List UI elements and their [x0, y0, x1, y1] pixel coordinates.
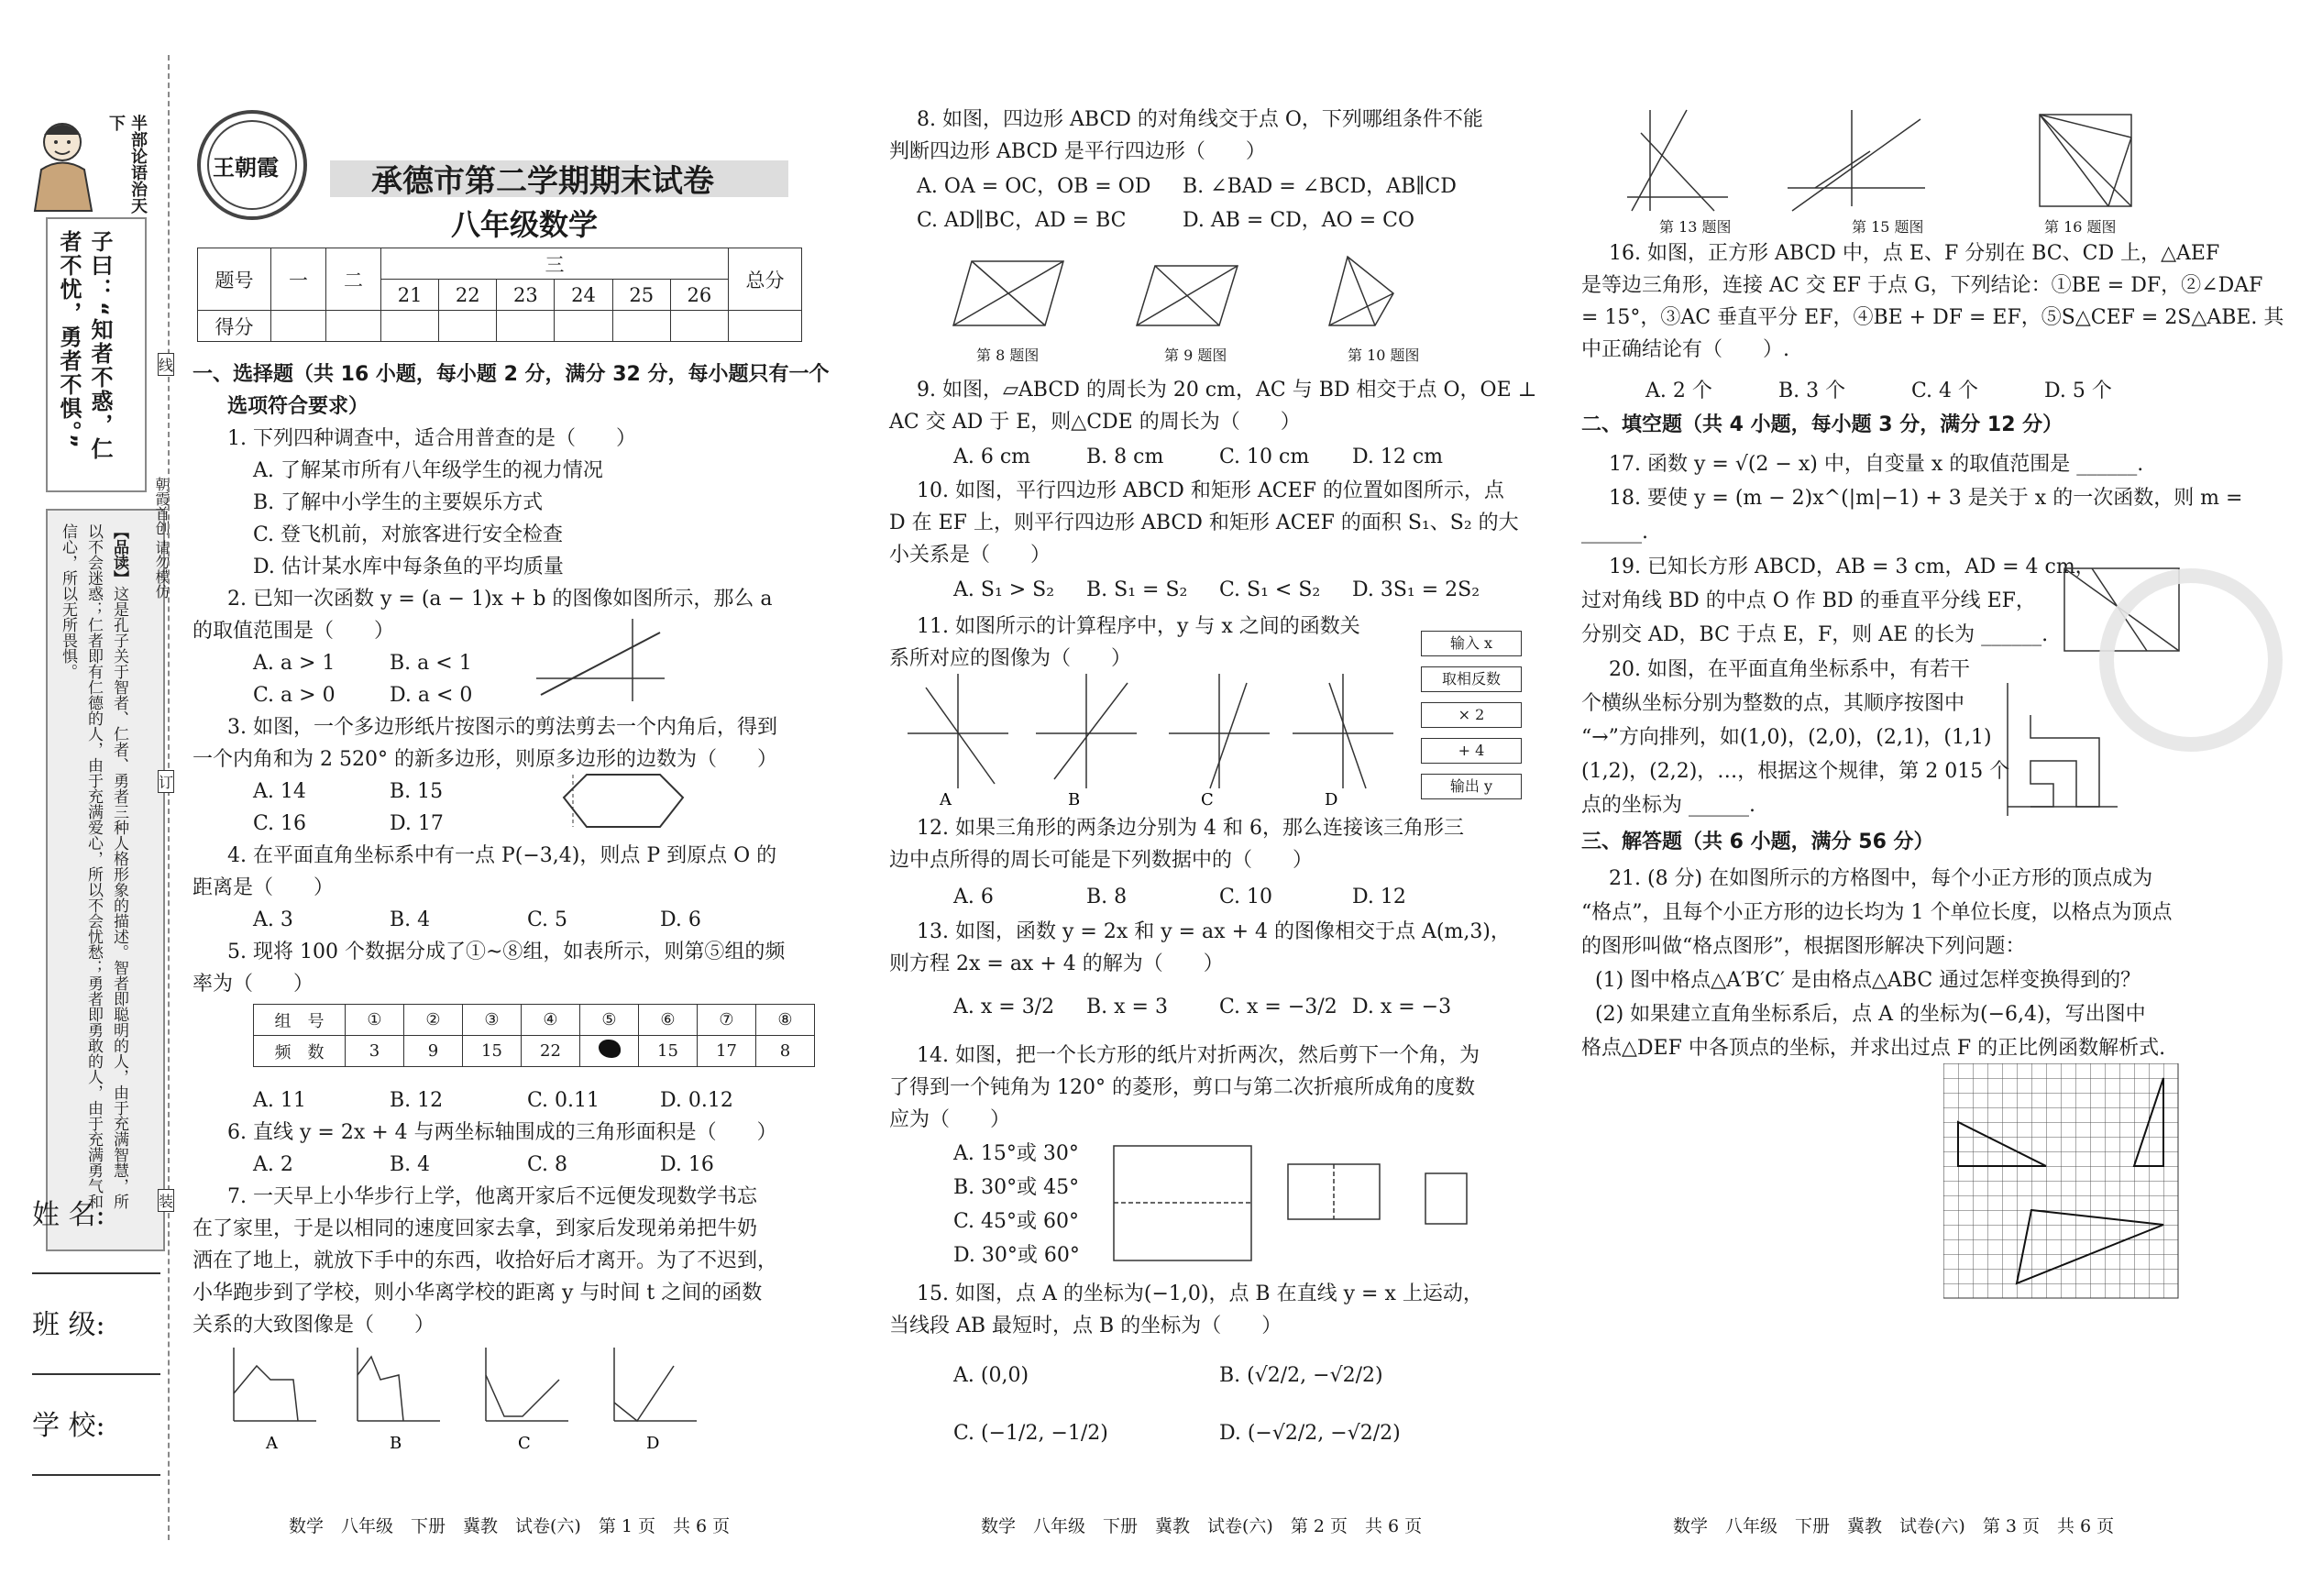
q14-option-b: B. 30°或 45°: [953, 1176, 1080, 1199]
q2-option-a: A. a > 1: [253, 652, 336, 675]
q19-text-3: 分别交 AD，BC 于点 E，F，则 AE 的长为 ______.: [1581, 623, 2049, 646]
name-label: 姓 名:: [32, 1199, 105, 1231]
q16-option-b: B. 3 个: [1778, 380, 1846, 402]
q6-option-c: C. 8: [527, 1153, 568, 1176]
q12-option-a: A. 6: [953, 886, 994, 908]
q19-text: 19. 已知长方形 ABCD，AB = 3 cm，AD = 4 cm，: [1609, 556, 2096, 578]
q14-text: 14. 如图，把一个长方形的纸片对折两次，然后剪下一个角，为: [917, 1044, 1480, 1067]
q3-option-b: B. 15: [390, 780, 444, 803]
section-2-heading: 二、填空题（共 4 小题，每小题 3 分，满分 12 分）: [1581, 413, 2063, 436]
school-label: 学 校:: [32, 1410, 105, 1442]
graph-label-b: B: [390, 1434, 402, 1453]
q16-text-3: = 15°，③AC 垂直平分 EF，④BE + DF = EF，⑤S△CEF = 2S△ABE. 其: [1581, 306, 2284, 329]
q8-option-b: B. ∠BAD = ∠BCD，AB∥CD: [1183, 175, 1457, 198]
q6-option-d: D. 16: [660, 1153, 714, 1176]
q16-text: 16. 如图，正方形 ABCD 中，点 E、F 分别在 BC、CD 上，△AEF: [1609, 242, 2220, 265]
q5-option-a: A. 11: [253, 1089, 306, 1112]
q21-part-3: 格点△DEF 中各顶点的坐标，并求出过点 F 的正比例函数解析式.: [1581, 1037, 2166, 1060]
q14-option-d: D. 30°或 60°: [953, 1244, 1080, 1267]
score-q25: 25: [612, 280, 670, 311]
q3-text-2: 一个内角和为 2 520° 的新多边形，则原多边形的边数为（ ）: [193, 748, 777, 771]
table-cell: 频 数: [254, 1036, 346, 1067]
graph-label-a: A: [940, 790, 952, 807]
q14-folding-figure: [1109, 1141, 1494, 1265]
q14-option-c: C. 45°或 60°: [953, 1210, 1080, 1233]
q9-text-2: AC 交 AD 于 E，则△CDE 的周长为（ ）: [889, 411, 1301, 434]
q8-text-2: 判断四边形 ABCD 是平行四边形（ ）: [889, 140, 1266, 163]
q5-text: 5. 现将 100 个数据分成了①~⑧组，如表所示，则第⑤组的频: [227, 941, 786, 963]
score-cell[interactable]: [326, 311, 381, 342]
q6-option-a: A. 2: [253, 1153, 293, 1176]
fold-mark-3: 装: [158, 1189, 174, 1212]
table-cell: 15: [639, 1036, 698, 1067]
q21-part-2: (2) 如果建立直角坐标系后，点 A 的坐标为(−6,4)，写出图中: [1595, 1003, 2146, 1026]
q13-option-c: C. x = −3/2: [1219, 996, 1337, 1018]
q21-grid-figure: [1943, 1063, 2182, 1302]
q9-option-d: D. 12 cm: [1352, 446, 1444, 468]
q10-option-c: C. S₁ < S₂: [1219, 578, 1321, 601]
page-1: [193, 0, 830, 1596]
q12-option-c: C. 10: [1219, 886, 1273, 908]
q11-graphs: [908, 669, 1393, 807]
q16-option-a: A. 2 个: [1645, 380, 1712, 402]
q3-option-a: A. 14: [253, 780, 306, 803]
q4-option-b: B. 4: [390, 908, 431, 931]
q2-option-d: D. a < 0: [390, 684, 473, 707]
logo: [193, 105, 312, 225]
q18-text-2: ______.: [1581, 521, 1648, 544]
score-cell[interactable]: [555, 311, 612, 342]
score-header-label: 题号: [198, 248, 271, 311]
q4-text: 4. 在平面直角坐标系中有一点 P(−3,4)，则点 P 到原点 O 的: [227, 844, 777, 867]
table-cell: ⑤: [580, 1005, 639, 1036]
q3-option-c: C. 16: [253, 812, 307, 835]
q13-text-2: 则方程 2x = ax + 4 的解为（ ）: [889, 952, 1224, 975]
q10-option-a: A. S₁ > S₂: [953, 578, 1055, 601]
page-title: 承德市第二学期期末试卷: [371, 163, 714, 200]
q21-part-1: (1) 图中格点△A′B′C′ 是由格点△ABC 通过怎样变换得到的？: [1595, 969, 2141, 992]
q19-text-2: 过对角线 BD 的中点 O 作 BD 的垂直平分线 EF，: [1581, 589, 2036, 612]
fig9-caption: 第 9 题图: [1164, 347, 1227, 364]
score-header-3: 三: [381, 248, 729, 280]
q7-text-3: 洒在了地上，就放下手中的东西，收拾好后才离开。为了不迟到，: [193, 1249, 778, 1272]
flow-output: 输出 y: [1421, 774, 1522, 799]
q15-text-2: 当线段 AB 最短时，点 B 的坐标为（ ）: [889, 1315, 1282, 1337]
q20-text-3: “→”方向排列，如(1,0)，(2,0)，(2,1)，(1,1): [1581, 726, 1992, 749]
q10-option-d: D. 3S₁ = 2S₂: [1352, 578, 1480, 601]
q3-polygon-figure: [559, 770, 688, 834]
reading-box: [46, 509, 165, 1251]
q2-text: 2. 已知一次函数 y = (a − 1)x + b 的图像如图所示，那么 a: [227, 588, 773, 611]
q13-option-d: D. x = −3: [1352, 996, 1452, 1018]
footer-page-1: 数学 八年级 下册 冀教 试卷(六) 第 1 页 共 6 页: [289, 1516, 731, 1536]
graph-label-d: D: [1325, 790, 1338, 807]
score-cell[interactable]: [439, 311, 497, 342]
q5-option-d: D. 0.12: [660, 1089, 733, 1112]
score-q21: 21: [381, 280, 439, 311]
q5-text-2: 率为（ ）: [193, 973, 314, 996]
q13-text: 13. 如图，函数 y = 2x 和 y = ax + 4 的图像相交于点 A(m,3)，: [917, 920, 1511, 943]
q4-option-a: A. 3: [253, 908, 293, 931]
section-1-heading-2: 选项符合要求）: [227, 395, 369, 418]
q9-option-a: A. 6 cm: [953, 446, 1031, 468]
table-cell: ⑥: [639, 1005, 698, 1036]
q4-option-c: C. 5: [527, 908, 568, 931]
score-cell[interactable]: [612, 311, 670, 342]
q8-option-c: C. AD∥BC，AD = BC: [917, 209, 1127, 232]
school-field[interactable]: [32, 1448, 160, 1476]
score-cell[interactable]: [670, 311, 728, 342]
q2-graph: [532, 614, 669, 706]
q11-text: 11. 如图所示的计算程序中，y 与 x 之间的函数关: [917, 615, 1360, 638]
q16-text-2: 是等边三角形，连接 AC 交 EF 于点 G，下列结论：①BE = DF，②∠DAF: [1581, 274, 2263, 297]
q21-text-3: 的图形叫做“格点图形”，根据图形解决下列问题：: [1581, 935, 2026, 958]
q6-option-b: B. 4: [390, 1153, 431, 1176]
q20-text: 20. 如图，在平面直角坐标系中，有若干: [1609, 658, 1970, 681]
score-q24: 24: [555, 280, 612, 311]
q20-lattice-figure: [1998, 678, 2127, 825]
confucius-portrait: [28, 115, 101, 215]
logo-text: 王朝霞: [213, 155, 279, 181]
q3-text: 3. 如图，一个多边形纸片按图示的剪法剪去一个内角后，得到: [227, 716, 777, 739]
q5-option-c: C. 0.11: [527, 1089, 600, 1112]
footer-page-2: 数学 八年级 下册 冀教 试卷(六) 第 2 页 共 6 页: [981, 1516, 1423, 1536]
student-info: [32, 1192, 160, 1476]
q2-option-b: B. a < 1: [390, 652, 472, 675]
fig10-caption: 第 10 题图: [1348, 347, 1420, 364]
score-table: [197, 248, 802, 342]
q13-option-a: A. x = 3/2: [953, 996, 1055, 1018]
q8-text: 8. 如图，四边形 ABCD 的对角线交于点 O，下列哪组条件不能: [917, 108, 1483, 131]
q1-option-a: A. 了解某市所有八年级学生的视力情况: [253, 459, 603, 482]
q7-text-5: 关系的大致图像是（ ）: [193, 1314, 435, 1337]
fig16-caption: 第 16 题图: [2044, 218, 2117, 236]
graph-label-b: B: [1068, 790, 1081, 807]
q21-text-2: “格点”，且每个小正方形的边长均为 1 个单位长度，以格点为顶点: [1581, 901, 2173, 924]
score-q22: 22: [439, 280, 497, 311]
q4-option-d: D. 6: [660, 908, 701, 931]
flow-negate: 取相反数: [1421, 666, 1522, 692]
section-1-heading: 一、选择题（共 16 小题，每小题 2 分，满分 32 分，每小题只有一个: [193, 363, 830, 386]
q1-option-c: C. 登飞机前，对旅客进行安全检查: [253, 523, 564, 546]
name-field[interactable]: [32, 1247, 160, 1274]
page-3: [1581, 0, 2284, 1596]
q9-text: 9. 如图，▱ABCD 的周长为 20 cm，AC 与 BD 相交于点 O，OE ⊥: [917, 379, 1537, 402]
score-q26: 26: [670, 280, 728, 311]
q1-option-d: D. 估计某水库中每条鱼的平均质量: [253, 556, 564, 578]
q7-text-4: 小华跑步到了学校，则小华离学校的距离 y 与时间 t 之间的函数: [193, 1282, 763, 1304]
q15-option-b: B. (√2/2, −√2/2): [1219, 1364, 1383, 1387]
q15-option-d: D. (−√2/2, −√2/2): [1219, 1422, 1401, 1445]
table-cell: 15: [463, 1036, 522, 1067]
table-cell: 3: [346, 1036, 404, 1067]
table-cell: 17: [698, 1036, 756, 1067]
q14-text-3: 应为（ ）: [889, 1108, 1011, 1131]
q12-option-d: D. 12: [1352, 886, 1406, 908]
q2-text-2: 的取值范围是（ ）: [193, 620, 395, 643]
page-subtitle: 八年级数学: [451, 207, 599, 242]
table-cell: ⑧: [756, 1005, 815, 1036]
q15-text: 15. 如图，点 A 的坐标为(−1,0)，点 B 在直线 y = x 上运动，: [917, 1282, 1483, 1305]
table-cell: ⑦: [698, 1005, 756, 1036]
q9-option-b: B. 8 cm: [1086, 446, 1164, 468]
q8-option-a: A. OA = OC，OB = OD: [917, 175, 1151, 198]
q9-option-c: C. 10 cm: [1219, 446, 1310, 468]
q20-text-4: (1,2)，(2,2)，…，根据这个规律，第 2 015 个: [1581, 760, 2010, 783]
class-label: 班 级:: [32, 1309, 105, 1341]
graph-label-c: C: [518, 1434, 531, 1453]
q14-option-a: A. 15°或 30°: [953, 1142, 1079, 1165]
flow-plus-4: + 4: [1421, 738, 1522, 764]
q10-text-2: D 在 EF 上，则平行四边形 ABCD 和矩形 ACEF 的面积 S₁、S₂ 的大: [889, 512, 1519, 534]
q13-option-b: B. x = 3: [1086, 996, 1168, 1018]
q7-text: 7. 一天早上小华步行上学，他离开家后不远便发现数学书忘: [227, 1185, 757, 1208]
q5-option-b: B. 12: [390, 1089, 444, 1112]
score-q23: 23: [497, 280, 555, 311]
flow-times-2: × 2: [1421, 702, 1522, 728]
fold-line: [168, 55, 170, 1540]
q17-text: 17. 函数 y = √(2 − x) 中，自变量 x 的取值范围是 ______.: [1609, 453, 2144, 476]
watermark-seal: [2099, 568, 2283, 752]
q4-text-2: 距离是（ ）: [193, 876, 335, 899]
fold-mark-2: 订: [158, 770, 174, 793]
q12-text: 12. 如果三角形的两条边分别为 4 和 6，那么连接该三角形三: [917, 817, 1464, 840]
footer-page-3: 数学 八年级 下册 冀教 试卷(六) 第 3 页 共 6 页: [1673, 1516, 2115, 1536]
page-2: [889, 0, 1537, 1596]
q18-text: 18. 要使 y = (m − 2)x^(|m|−1) + 3 是关于 x 的一次函数，则 m =: [1609, 487, 2243, 510]
graph-label-c: C: [1201, 790, 1214, 807]
score-cell[interactable]: [381, 311, 439, 342]
q16-option-c: C. 4 个: [1911, 380, 1979, 402]
q10-text: 10. 如图，平行四边形 ABCD 和矩形 ACEF 的位置如图所示，点: [917, 479, 1504, 502]
q15-option-a: A. (0,0): [953, 1364, 1029, 1387]
seal-text: 朝霞首创 请勿模仿: [153, 477, 171, 600]
fig8-caption: 第 8 题图: [976, 347, 1040, 364]
q11-text-2: 系所对应的图像为（ ）: [889, 647, 1132, 670]
q2-option-c: C. a > 0: [253, 684, 336, 707]
reading-text: 【品读】这是孔子关于智者、仁者、勇者三种人格形象的描述。智者即聪明的人，由于充满智慧，所以不会迷惑；仁者即有仁德的人，由于充满爱心，所以不会忧愁；勇者即勇敢的人，由于充满勇气和信心，所以无所畏惧。: [59, 523, 128, 1209]
table-cell: 9: [404, 1036, 463, 1067]
fig13-caption: 第 13 题图: [1659, 218, 1732, 236]
score-header-1: 一: [271, 248, 326, 311]
q7-graphs: [220, 1338, 733, 1458]
table-cell: 8: [756, 1036, 815, 1067]
q3-option-d: D. 17: [390, 812, 444, 835]
q12-option-b: B. 8: [1086, 886, 1128, 908]
graph-label-d: D: [646, 1434, 660, 1453]
ink-blot-cell: [580, 1036, 639, 1067]
q16-option-d: D. 5 个: [2044, 380, 2112, 402]
table-cell: ④: [522, 1005, 580, 1036]
q12-text-2: 边中点所得的周长可能是下列数据中的（ ）: [889, 849, 1314, 872]
score-header-2: 二: [326, 248, 381, 311]
graph-label-a: A: [266, 1434, 278, 1453]
table-cell: ③: [463, 1005, 522, 1036]
q1-text: 1. 下列四种调查中，适合用普查的是（ ）: [227, 427, 636, 450]
confucius-quote: 子曰：“知者不惑，仁者不忧，勇者不惧。”: [56, 230, 113, 461]
sidebar-top-phrase: 半部论语治天下: [106, 115, 148, 214]
table-cell: ①: [346, 1005, 404, 1036]
table-cell: 22: [522, 1036, 580, 1067]
section-3-heading: 三、解答题（共 6 小题，满分 56 分）: [1581, 831, 1934, 853]
class-field[interactable]: [32, 1348, 160, 1375]
fold-mark-1: 线: [158, 353, 174, 376]
q10-option-b: B. S₁ = S₂: [1086, 578, 1188, 601]
score-row-label: 得分: [198, 311, 271, 342]
q20-text-5: 点的坐标为 ______.: [1581, 794, 1755, 817]
q13-q15-q16-figures: [1623, 105, 2154, 215]
table-cell: ②: [404, 1005, 463, 1036]
q5-frequency-table: [253, 1004, 815, 1067]
q20-text-2: 个横纵坐标分别为整数的点，其顺序按图中: [1581, 692, 1965, 715]
fig15-caption: 第 15 题图: [1852, 218, 1924, 236]
ink-blot-icon: [599, 1040, 621, 1058]
q8-q9-q10-figures: [944, 238, 1494, 339]
quote-box: [46, 217, 147, 492]
q14-text-2: 了得到一个钝角为 120° 的菱形，剪口与第二次折痕所成角的度数: [889, 1076, 1475, 1099]
flow-input: 输入 x: [1421, 631, 1522, 656]
q1-option-b: B. 了解中小学生的主要娱乐方式: [253, 491, 544, 514]
score-cell[interactable]: [729, 311, 802, 342]
q10-text-3: 小关系是（ ）: [889, 544, 1051, 567]
score-header-total: 总分: [729, 248, 802, 311]
q6-text: 6. 直线 y = 2x + 4 与两坐标轴围成的三角形面积是（ ）: [227, 1121, 777, 1144]
q8-option-d: D. AB = CD，AO = CO: [1183, 209, 1415, 232]
score-cell[interactable]: [271, 311, 326, 342]
q16-text-4: 中正确结论有（ ）.: [1581, 338, 1789, 361]
q21-text: 21. (8 分) 在如图所示的方格图中，每个小正方形的顶点成为: [1609, 867, 2153, 890]
score-cell[interactable]: [497, 311, 555, 342]
table-cell: 组 号: [254, 1005, 346, 1036]
q7-text-2: 在了家里，于是以相同的速度回家去拿，到家后发现弟弟把牛奶: [193, 1217, 758, 1240]
q15-option-c: C. (−1/2, −1/2): [953, 1422, 1108, 1445]
